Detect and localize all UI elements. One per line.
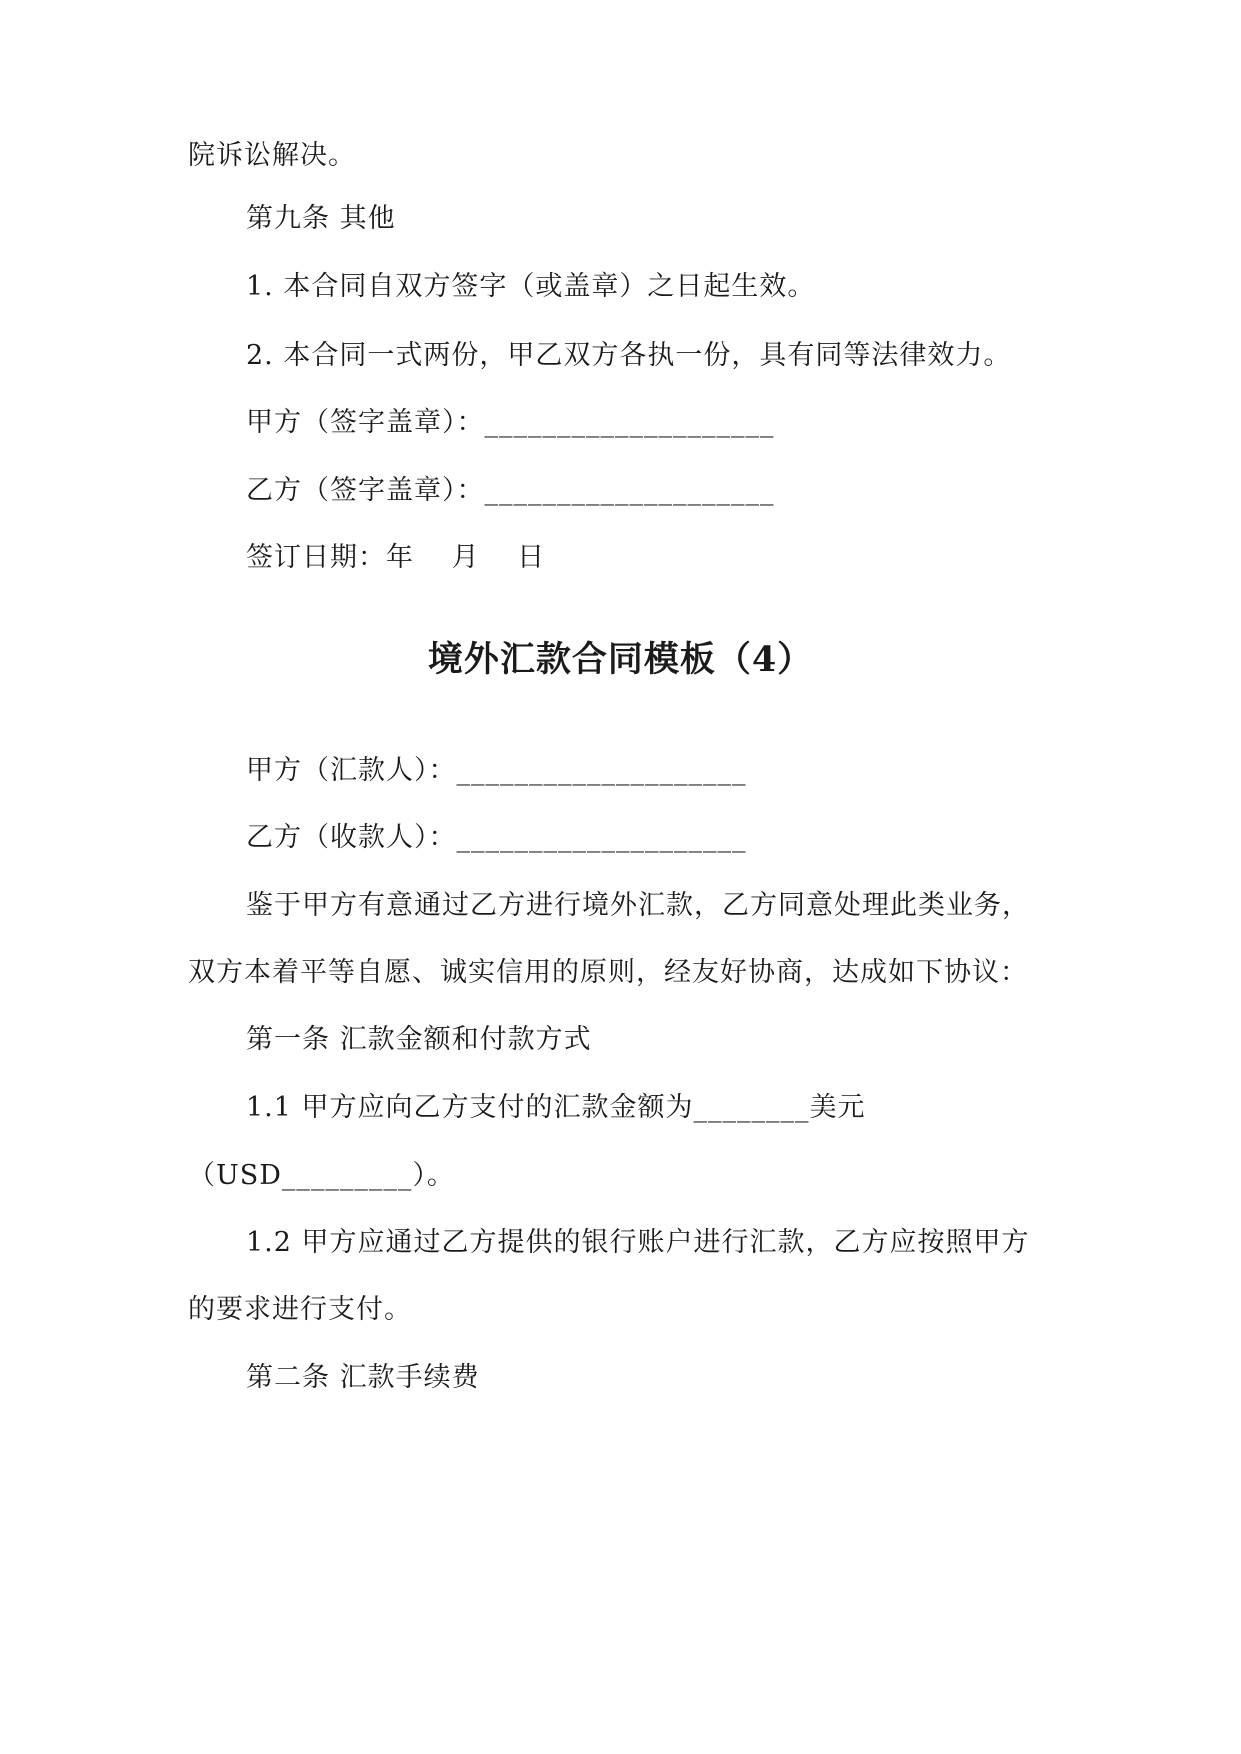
clause-1-1-line2: （USD_________）。 bbox=[188, 1160, 455, 1191]
article9-item1: 1. 本合同自双方签字（或盖章）之日起生效。 bbox=[246, 271, 816, 302]
party-b-signature: 乙方（签字盖章）：____________________ bbox=[246, 475, 775, 506]
party-a-remitter: 甲方（汇款人）：____________________ bbox=[246, 755, 747, 786]
clause-1-2-line1: 1.2 甲方应通过乙方提供的银行账户进行汇款，乙方应按照甲方 bbox=[246, 1227, 1030, 1258]
article9-item2: 2. 本合同一式两份，甲乙双方各执一份，具有同等法律效力。 bbox=[246, 340, 1012, 371]
party-a-signature: 甲方（签字盖章）：____________________ bbox=[246, 407, 775, 438]
clause-1-2-line2: 的要求进行支付。 bbox=[188, 1294, 412, 1325]
party-b-payee: 乙方（收款人）：____________________ bbox=[246, 822, 747, 853]
preamble-line1: 鉴于甲方有意通过乙方进行境外汇款，乙方同意处理此类业务， bbox=[246, 890, 1030, 921]
signing-date: 签订日期：年 月 日 bbox=[246, 542, 546, 573]
continuation-text: 院诉讼解决。 bbox=[188, 140, 356, 171]
article2-heading: 第二条 汇款手续费 bbox=[246, 1362, 480, 1393]
article9-heading: 第九条 其他 bbox=[246, 203, 396, 234]
contract-title: 境外汇款合同模板（4） bbox=[427, 639, 814, 680]
article1-heading: 第一条 汇款金额和付款方式 bbox=[246, 1024, 592, 1055]
preamble-line2: 双方本着平等自愿、诚实信用的原则，经友好协商，达成如下协议： bbox=[188, 957, 1028, 988]
clause-1-1-line1: 1.1 甲方应向乙方支付的汇款金额为________美元 bbox=[246, 1092, 866, 1123]
